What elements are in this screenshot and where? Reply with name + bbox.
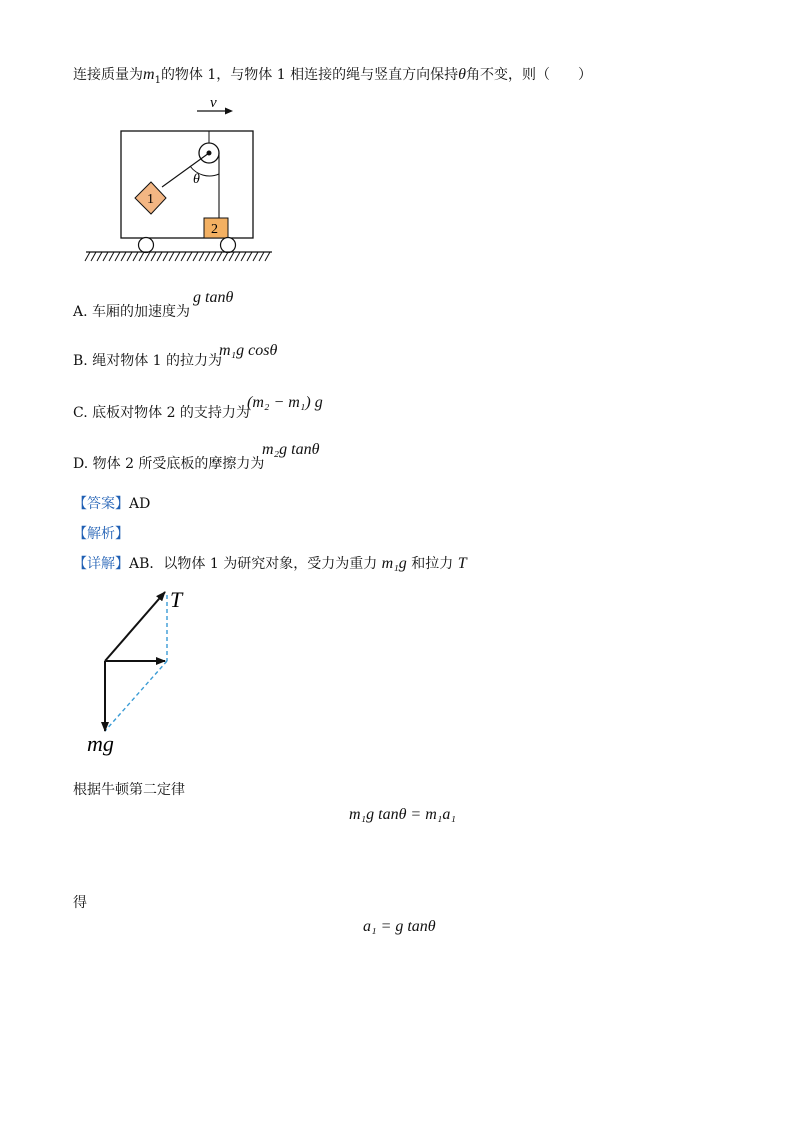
detail-line: 【详解】AB．以物体 1 为研究对象，受力为重力 m₁g 和拉力 T [73, 555, 467, 572]
svg-text:2: 2 [211, 222, 218, 237]
angle-label: θ [193, 172, 200, 187]
result-label: 得 [73, 895, 87, 911]
option-d[interactable]: D. 物体 2 所受底板的摩擦力为 [73, 456, 265, 472]
option-c-expr: (m₂ − m₁) g [247, 394, 323, 411]
option-c[interactable]: C. 底板对物体 2 的支持力为 [73, 405, 250, 421]
velocity-label: v [210, 95, 217, 111]
analysis-heading: 【解析】 [73, 526, 129, 542]
tension-vector [105, 592, 165, 661]
option-d-expr: m₂g tanθ [262, 441, 320, 458]
answer-line: 【答案】AD [73, 496, 151, 512]
option-a[interactable]: A. 车厢的加速度为 [73, 304, 191, 320]
question-intro: 连接质量为$m_1$的物体 1，与物体 1 相连接的绳与竖直方向保持θ角不变，则（ ） [73, 66, 592, 86]
tension-label: T [170, 587, 183, 612]
gravity-label: mg [87, 731, 114, 756]
svg-text:1: 1 [147, 192, 154, 207]
option-a-expr: g tanθ [193, 289, 234, 306]
newton-equation: m₁g tanθ = m₁a₁ [349, 806, 456, 823]
option-b[interactable]: B. 绳对物体 1 的拉力为 [73, 353, 222, 369]
option-b-expr: m₁g cosθ [219, 342, 278, 359]
newton-label: 根据牛顿第二定律 [73, 782, 185, 798]
result-equation: a₁ = g tanθ [363, 918, 436, 935]
